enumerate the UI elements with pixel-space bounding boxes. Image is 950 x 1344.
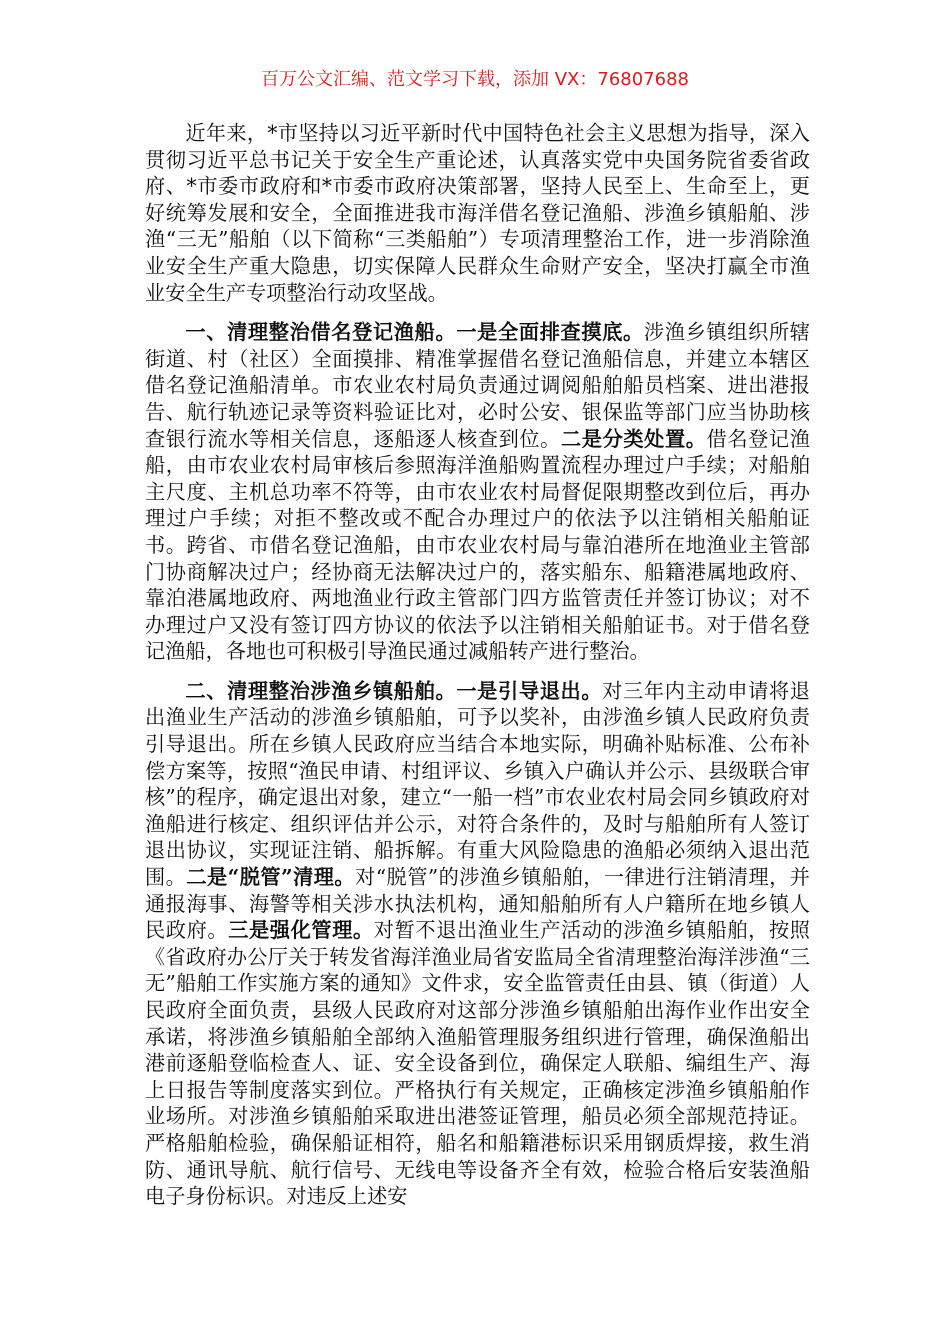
section-2-point-2-text: 对“脱管”的涉渔乡镇船舶，一律进行注销清理，并通报海事、海警等相关涉水执法机构，通知船舶所有人户籍所在地乡镇人民政府。 [145,865,810,943]
section-1-heading: 一、清理整治借名登记渔船。 [185,320,457,345]
section-2-point-2-heading: 二是“脱管”清理。 [186,865,356,890]
section-2-point-1-text: 对三年内主动申请将退出渔业生产活动的涉渔乡镇船舶，可予以奖补，由涉渔乡镇人民政府负责引导退出。所在乡镇人民政府应当结合本地实际，明确补贴标准、公布补偿方案等，按照“渔民申请、村组评议、乡镇入户确认并公示、县级联合审核”的程序，确定退出对象，建立“一船一档”市农业农村局会同乡镇政府对渔船进行核定、组织评估并公示，对符合条件的，及时与船舶所有人签订退出协议，实现证注销、船拆解。有重大风险隐患的渔船必须纳入退出范围。 [145,678,810,890]
section-1-point-2-heading: 二是分类处置。 [560,426,707,451]
section-1-point-1-text: 涉渔乡镇组织所辖街道、村（社区）全面摸排、精准掌握借名登记渔船信息，并建立本辖区借名登记渔船清单。市农业农村局负责通过调阅船舶船员档案、进出港报告、航行轨迹记录等资料验证比对，必时公安、银保监等部门应当协助核查银行流水等相关信息，逐船逐人核查到位。 [145,320,810,451]
section-2-heading: 二、清理整治涉渔乡镇船舶。 [185,678,457,703]
document-body [145,120,810,1210]
intro-text: 近年来，*市坚持以习近平新时代中国特色社会主义思想为指导，深入贯彻习近平总书记关于安全生产重论述，认真落实党中央国务院省委省政府、*市委市政府和*市委市政府决策部署，坚持人民至上、生命至上，更好统筹发展和安全，全面推进我市海洋借名登记渔船、涉渔乡镇船舶、涉渔“三无”船舶（以下简称“三类船舶”）专项清理整治工作，进一步消除渔业安全生产重大隐患，切实保障人民群众生命财产安全，坚决打赢全市渔业安全生产专项整治行动攻坚战。 [145,121,810,305]
section-2-point-1-heading: 一是引导退出。 [456,678,603,703]
watermark-header: 百万公文汇编、范文学习下载，添加 VX：76807688 [261,69,689,90]
section-2-point-3-heading: 三是强化管理。 [228,918,374,943]
section-2-point-3-text: 对暂不退出渔业生产活动的涉渔乡镇船舶，按照《省政府办公厅关于转发省海洋渔业局省安监局全省清理整治海洋涉渔“三无”船舶工作实施方案的通知》文件求，安全监管责任由县、镇（街道）人民政府全面负责，县级人民政府对这部分涉渔乡镇船舶出海作业作出安全承诺，将涉渔乡镇船舶全部纳入渔船管理服务组织进行管理，确保渔船出港前逐船登临检查人、证、安全设备到位，确保定人联船、编组生产、海上日报告等制度落实到位。严格执行有关规定，正确核定涉渔乡镇船舶作业场所。对涉渔乡镇船舶采取进出港签证管理，船员必须全部规范持证。严格船舶检验，确保船证相符，船名和船籍港标识采用钢质焊接，救生消防、通讯导航、航行信号、无线电等设备齐全有效，检验合格后安装渔船电子身份标识。对违反上述安 [145,918,810,1209]
intro-paragraph [145,120,810,306]
section-1-paragraph [145,319,810,665]
section-1-point-1-heading: 一是全面排查摸底。 [456,320,644,345]
section-2-paragraph [145,678,810,1210]
section-1-point-2-text: 借名登记渔船，由市农业农村局审核后参照海洋渔船购置流程办理过户手续；对船舶主尺度、主机总功率不符等，由市农业农村局督促限期整改到位后，再办理过户手续；对拒不整改或不配合办理过户的依法予以注销相关船舶证书。跨省、市借名登记渔船，由市农业农村局与靠泊港所在地渔业主管部门协商解决过户；经协商无法解决过户的，落实船东、船籍港属地政府、靠泊港属地政府、两地渔业行政主管部门四方监管责任并签订协议；对不办理过户又没有签订四方协议的依法予以注销相关船舶证书。对于借名登记渔船，各地也可积极引导渔民通过减船转产进行整治。 [145,426,810,664]
